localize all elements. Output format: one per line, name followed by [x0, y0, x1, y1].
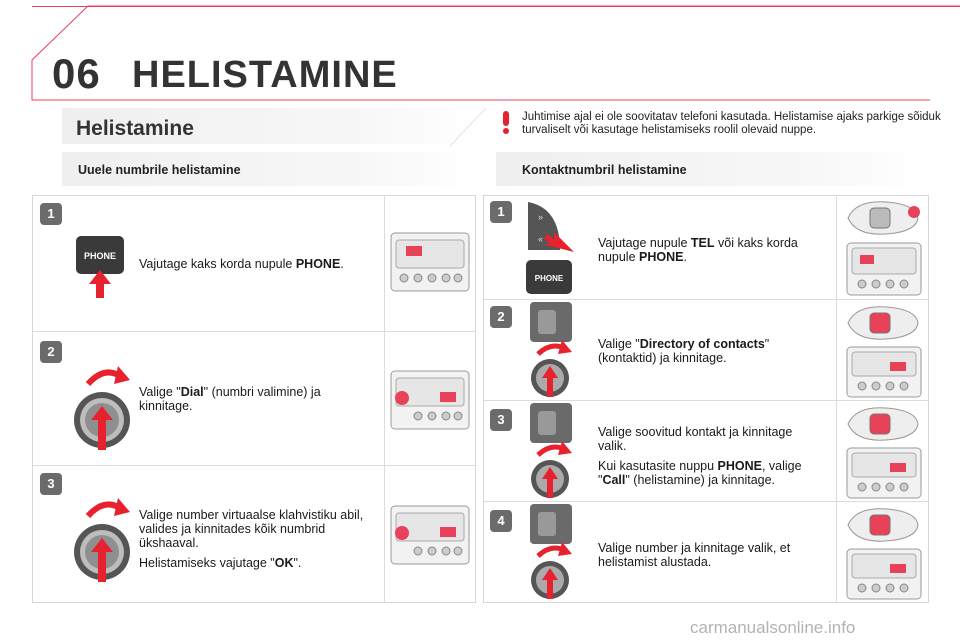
thumbwheel-knob-icon — [526, 302, 576, 398]
left-step-text-1 — [139, 257, 369, 271]
section-title: Helistamine — [76, 117, 194, 140]
svg-text:«: « — [538, 234, 544, 244]
text-normal: . — [683, 250, 687, 264]
text-normal: Valige " — [139, 385, 181, 399]
text-bold: PHONE — [295, 257, 341, 271]
right-step-badge-1: 1 — [490, 201, 512, 223]
text-bold: TEL — [690, 236, 715, 250]
text-paragraph: Valige soovitud kontakt ja kinnitage valik. — [598, 425, 793, 453]
watermark: carmanualsonline.info — [690, 618, 856, 637]
phone-button-icon — [72, 232, 126, 298]
right-step-badge-3: 3 — [490, 409, 512, 431]
right-step-text-3 — [598, 425, 813, 493]
text-bold: OK — [274, 556, 294, 570]
phone-button-text: PHONE — [534, 274, 564, 283]
svg-text:»: » — [538, 212, 544, 222]
text-bold: PHONE — [639, 250, 684, 264]
text-paragraph — [139, 556, 369, 570]
text-normal: Valige " — [598, 337, 640, 351]
text-bold: Dial — [180, 385, 204, 399]
text-normal: " (kontaktid) ja kinnitage. — [598, 337, 770, 365]
right-divider — [836, 195, 837, 603]
rotary-knob-icon — [70, 362, 136, 452]
radio-unit-illustration-2 — [390, 370, 470, 430]
text-normal: Vajutage kaks korda nupule — [139, 257, 296, 271]
radio-unit-illustration-6 — [846, 447, 922, 499]
radio-unit-illustration-7 — [846, 548, 922, 600]
chapter-title: HELISTAMINE — [132, 54, 398, 96]
left-step-badge-2: 2 — [40, 341, 62, 363]
right-step-text-4: Valige number ja kinnitage valik, et helistamist alustada. — [598, 541, 791, 569]
right-step-badge-2: 2 — [490, 306, 512, 328]
text-normal: või kaks korda nupule — [598, 236, 798, 264]
radio-unit-illustration-1 — [390, 232, 470, 292]
steering-wheel-control-illustration-2 — [846, 303, 922, 343]
text-bold: Call — [602, 473, 626, 487]
left-step-badge-3: 3 — [40, 473, 62, 495]
left-step-badge-1: 1 — [40, 203, 62, 225]
text-bold: PHONE — [717, 459, 762, 473]
text-paragraph — [598, 459, 813, 487]
steering-switch-icon — [520, 198, 576, 298]
text-paragraph: Valige number virtuaalse klahvistiku abil, valides ja kinnitades kõik numbrid ükshaaval. — [139, 508, 364, 550]
radio-unit-illustration-4 — [846, 242, 922, 296]
chapter-number: 06 — [52, 50, 101, 97]
thumbwheel-knob-icon — [526, 504, 576, 600]
text-normal: " (helistamine) ja kinnitage. — [625, 473, 776, 487]
radio-unit-illustration-3 — [390, 505, 470, 565]
rotary-knob-icon — [70, 494, 136, 584]
radio-unit-illustration-5 — [846, 346, 922, 398]
left-step-text-2 — [139, 385, 339, 413]
warning-text: Juhtimise ajal ei ole soovitatav telefoni kasutada. Helistamise ajaks parkige sõiduk turvaliselt või kasutage helistamiseks roolil olevaid nuppe. — [522, 111, 941, 136]
section-band-diagonal — [440, 104, 490, 148]
steering-wheel-control-illustration-4 — [846, 505, 922, 545]
left-divider — [384, 195, 385, 603]
text-normal: ". — [293, 556, 302, 570]
thumbwheel-knob-icon — [526, 403, 576, 499]
text-normal: Vajutage nupule — [598, 236, 691, 250]
phone-button-text: PHONE — [83, 251, 117, 261]
right-step-badge-4: 4 — [490, 510, 512, 532]
right-step-text-1 — [598, 236, 818, 264]
text-normal: Helistamiseks vajutage " — [139, 556, 275, 570]
warning-exclamation-icon — [496, 110, 516, 134]
text-normal: Kui kasutasite nuppu — [598, 459, 718, 473]
left-subtitle: Uuele numbrile helistamine — [78, 163, 241, 177]
text-normal: , valige " — [598, 459, 802, 487]
steering-wheel-control-illustration-1 — [846, 198, 922, 238]
text-normal: " (numbri valimine) ja kinnitage. — [139, 385, 321, 413]
text-bold: Directory of contacts — [639, 337, 765, 351]
left-step-text-3 — [139, 508, 369, 576]
steering-wheel-control-illustration-3 — [846, 404, 922, 444]
text-normal: . — [340, 257, 344, 271]
right-step-text-2 — [598, 337, 798, 365]
right-subtitle: Kontaktnumbril helistamine — [522, 163, 687, 177]
